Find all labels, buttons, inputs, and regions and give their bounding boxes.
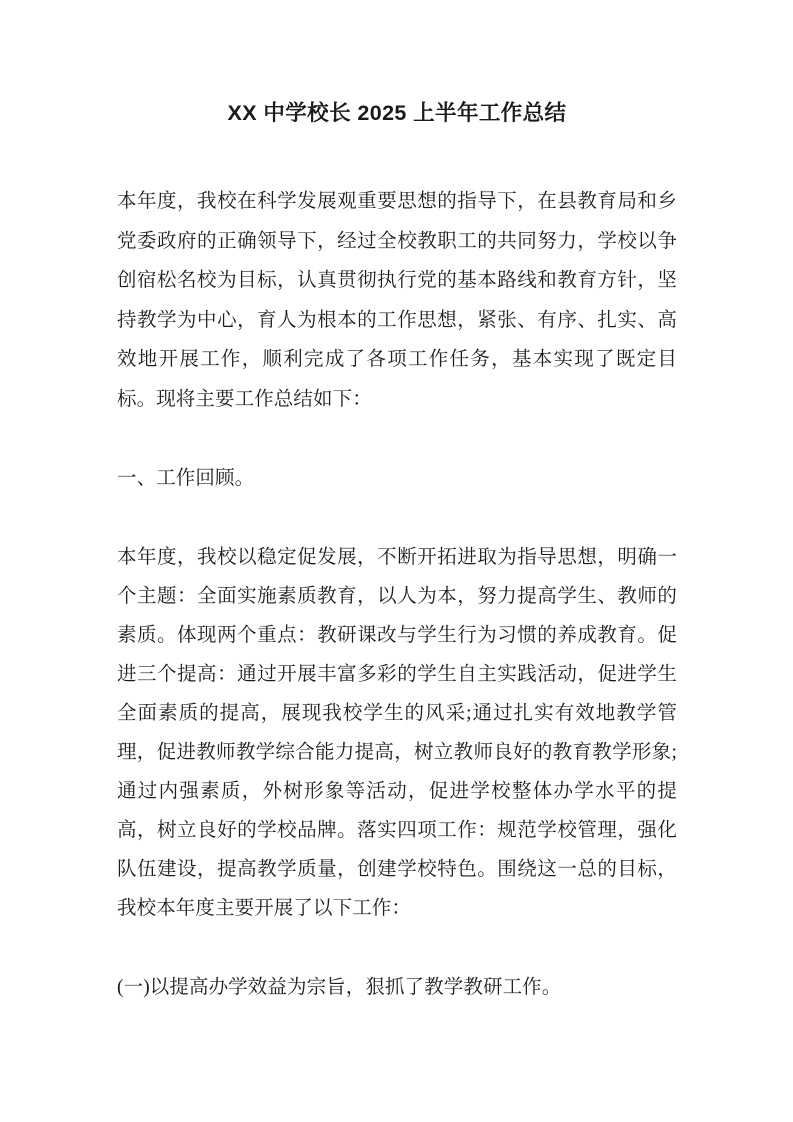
page-title: XX 中学校长 2025 上半年工作总结	[227, 101, 567, 125]
paragraph-guiding-thought: 本年度，我校以稳定促发展，不断开拓进取为指导思想，明确一个主题：全面实施素质教育，以人为本，努力提高学生、教师的素质。体现两个重点：教研课改与学生行为习惯的养成教育。促进三个提高：通过开展丰富多彩的学生自主实践活动，促进学生全面素质的提高，展现我校学生的风采;通过扎实有效地教学管理，促进教师教学综合能力提高，树立教师良好的教育教学形象;通过内强素质，外树形象等活动，促进学校整体办学水平的提高，树立良好的学校品牌。落实四项工作：规范学校管理，强化队伍建设，提高教学质量，创建学校特色。围绕这一总的目标，我校本年度主要开展了以下工作：	[117, 547, 677, 920]
document-body	[117, 96, 677, 1008]
title-spacer	[117, 130, 677, 182]
section-heading-work-review: 一、工作回顾。	[117, 468, 255, 490]
subsection-heading-teaching-research: (一)以提高办学效益为宗旨，狠抓了教学教研工作。	[117, 976, 562, 998]
paragraph-intro: 本年度，我校在科学发展观重要思想的指导下，在县教育局和乡党委政府的正确领导下，经过全校教职工的共同努力，学校以争创宿松名校为目标，认真贯彻执行党的基本路线和教育方针，坚持教学为中心，育人为根本的工作思想，紧张、有序、扎实、高效地开展工作，顺利完成了各项工作任务，基本实现了既定目标。现将主要工作总结如下：	[117, 191, 677, 410]
